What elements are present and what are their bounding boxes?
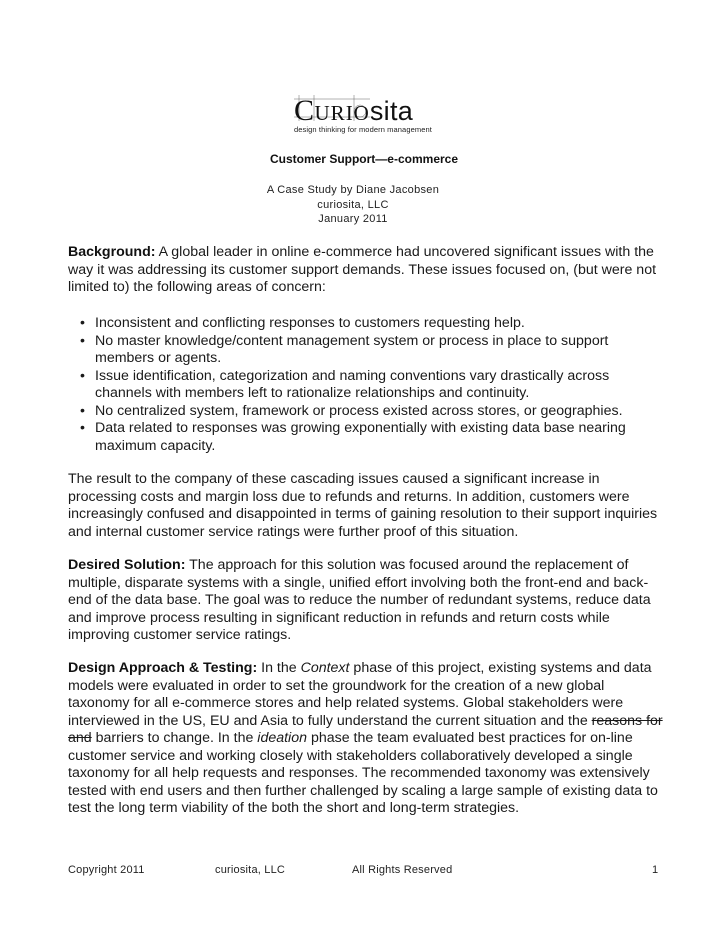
footer-copyright: Copyright 2011	[68, 864, 145, 876]
list-item: • Inconsistent and conflicting responses to customers requesting help.	[80, 315, 525, 331]
document-title: Customer Support—e-commerce	[269, 152, 459, 166]
footer-company: curiosita, LLC	[215, 864, 286, 876]
byline-company: curiosita, LLC	[317, 199, 389, 211]
design-approach-paragraph	[68, 660, 668, 818]
list-item-text: No centralized system, framework or process existed across stores, or geographies.	[95, 402, 623, 419]
list-item: • No master knowledge/content management system or process in place to support members or agents.	[80, 332, 609, 366]
result-paragraph: The result to the company of these cascading issues caused a significant increase in processing costs and margin loss due to refunds and returns. In addition, customers were increasingly confused and disappointed in terms of gaining resolution to their support inquiries and internal customer service ratings were further proof of this situation.	[68, 471, 658, 540]
design-text-2: phase of this project, existing systems and data models were evaluated in order to set the groundwork for the creation of a new global taxonomy for all e-commerce stores and help related systems. Global stakeholders were interviewed in the US, EU and Asia to fully understand the current situation and the	[68, 660, 652, 729]
logo-letter-c: C	[294, 94, 315, 127]
curiosita-logo	[294, 95, 444, 135]
design-text-1: In the	[257, 660, 301, 676]
list-item: • No centralized system, framework or process existed across stores, or geographies.	[80, 402, 623, 419]
page-number: 1	[652, 864, 659, 876]
context-phase-term: Context	[300, 660, 350, 676]
design-text-3: barriers to change. In the	[91, 730, 258, 746]
struck-text: reasons for and	[68, 712, 663, 746]
ideation-phase-term: ideation	[257, 730, 307, 746]
concerns-list	[68, 315, 668, 455]
logo-letters-sita: sita	[369, 96, 414, 126]
desired-solution-heading: Desired Solution:	[68, 557, 186, 573]
design-approach-heading: Design Approach & Testing:	[68, 660, 258, 676]
list-item-text: Inconsistent and conflicting responses to customers requesting help.	[95, 315, 525, 331]
desired-solution-paragraph	[68, 557, 668, 645]
list-item: • Data related to responses was growing exponentially with existing data base nearing maximum capacity.	[80, 420, 626, 454]
list-item-text: No master knowledge/content management system or process in place to support members or agents.	[95, 332, 609, 366]
byline-author: A Case Study by Diane Jacobsen	[266, 184, 440, 196]
logo-tagline: design thinking for modern management	[294, 125, 432, 134]
byline-date: January 2011	[318, 213, 388, 225]
background-heading: Background:	[68, 244, 156, 260]
design-text-4: phase the team evaluated best practices for on-line customer service and working closely with stakeholders collaboratively developed a single taxonomy for all help requests and responses. The recommended taxonomy was extensively tested with end users and then further challenged by scaling a large sample of existing data to test the long term viability of the both the short and long-term strategies.	[68, 730, 658, 816]
background-paragraph	[68, 244, 668, 297]
logo-letters-urio: URIO	[314, 101, 370, 125]
list-item: • Issue identification, categorization and naming conventions vary drastically across channels with members left to rationalize relationships and continuity.	[80, 367, 610, 401]
footer-rights: All Rights Reserved	[352, 864, 453, 876]
list-item-text: Data related to responses was growing exponentially with existing data base nearing maximum capacity.	[95, 420, 626, 454]
background-text: A global leader in online e-commerce had uncovered significant issues with the way it was addressing its customer support demands. These issues focused on, (but were not limited to) the following areas of concern:	[68, 244, 657, 295]
desired-solution-text: The approach for this solution was focused around the replacement of multiple, disparate systems with a single, unified effort involving both the front-end and back-end of the data base. The goal was to reduce the number of redundant systems, reduce data and improve process resulting in significant reduction in refunds and return costs while improving customer service ratings.	[68, 557, 651, 643]
logo-wordmark	[294, 95, 413, 127]
list-item-text: Issue identification, categorization and naming conventions vary drastically across channels with members left to rationalize relationships and continuity.	[95, 367, 610, 401]
